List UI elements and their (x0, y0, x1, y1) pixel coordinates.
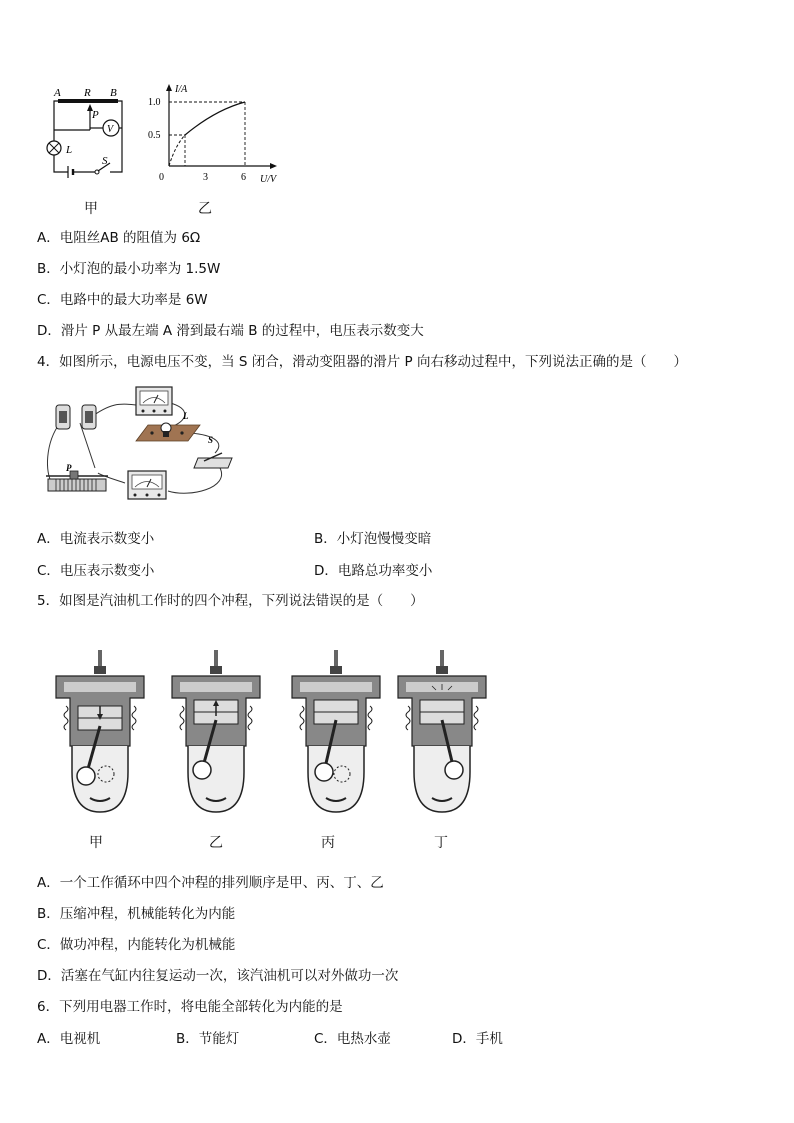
q4-option-d: D．电路总功率变小 (314, 563, 433, 579)
q4-stem: 4．如图所示，电源电压不变，当 S 闭合，滑动变阻器的滑片 P 向右移动过程中，下列说法正确的是（ ） (37, 354, 687, 370)
q4-option-b: B．小灯泡慢慢变暗 (314, 531, 432, 547)
label-l: L (66, 144, 73, 156)
q3-option-a: A．电阻丝AB 的阻值为 6Ω (37, 230, 201, 246)
label-r: R (84, 87, 91, 99)
engine-stroke-jia (50, 646, 150, 818)
q3-iu-graph (145, 80, 285, 190)
label-v: V (107, 124, 114, 135)
y-tick-1: 1.0 (148, 97, 161, 108)
q4-circuit-photo (40, 383, 240, 518)
y-tick-0-5: 0.5 (148, 130, 161, 141)
q5-option-d: D．活塞在气缸内往复运动一次，该汽油机可以对外做功一次 (37, 968, 399, 984)
x-tick-6: 6 (241, 172, 246, 183)
engine-stroke-yi (166, 646, 266, 818)
y-axis-label: I/A (175, 84, 188, 95)
label-p: P (92, 109, 99, 121)
q3-option-d: D．滑片 P 从最左端 A 滑到最右端 B 的过程中，电压表示数变大 (37, 323, 424, 339)
q6-option-b: B．节能灯 (176, 1031, 240, 1047)
q5-stem: 5．如图是汽油机工作时的四个冲程，下列说法错误的是（ ） (37, 593, 424, 609)
q4-option-c: C．电压表示数变小 (37, 563, 155, 579)
q3-option-b: B．小灯泡的最小功率为 1.5W (37, 261, 221, 277)
engine-stroke-bing (286, 646, 386, 818)
q6-option-a: A．电视机 (37, 1031, 101, 1047)
q5-option-a: A．一个工作循环中四个冲程的排列顺序是甲、丙、丁、乙 (37, 875, 384, 891)
q4-label-s: S (208, 435, 214, 445)
q4-label-l: L (183, 411, 189, 421)
q5-caption-yi: 乙 (209, 835, 223, 851)
label-a: A (54, 87, 61, 99)
q5-caption-ding: 丁 (434, 835, 448, 851)
q5-caption-jia: 甲 (89, 835, 103, 851)
label-s: S (102, 155, 108, 167)
q5-caption-bing: 丙 (321, 835, 335, 851)
q4-option-a: A．电流表示数变小 (37, 531, 155, 547)
q3-caption-right: 乙 (198, 201, 212, 217)
x-tick-3: 3 (203, 172, 208, 183)
q6-option-d: D．手机 (452, 1031, 503, 1047)
engine-stroke-ding (392, 646, 492, 818)
x-tick-0: 0 (159, 172, 164, 183)
q4-label-p: P (66, 463, 72, 473)
q3-circuit-diagram (40, 82, 140, 182)
q5-option-c: C．做功冲程，内能转化为机械能 (37, 937, 236, 953)
q3-caption-left: 甲 (84, 201, 98, 217)
q6-option-c: C．电热水壶 (314, 1031, 391, 1047)
q5-option-b: B．压缩冲程，机械能转化为内能 (37, 906, 236, 922)
q3-option-c: C．电路中的最大功率是 6W (37, 292, 208, 308)
x-axis-label: U/V (260, 174, 277, 185)
q6-stem: 6．下列用电器工作时，将电能全部转化为内能的是 (37, 999, 343, 1015)
label-b: B (110, 87, 117, 99)
